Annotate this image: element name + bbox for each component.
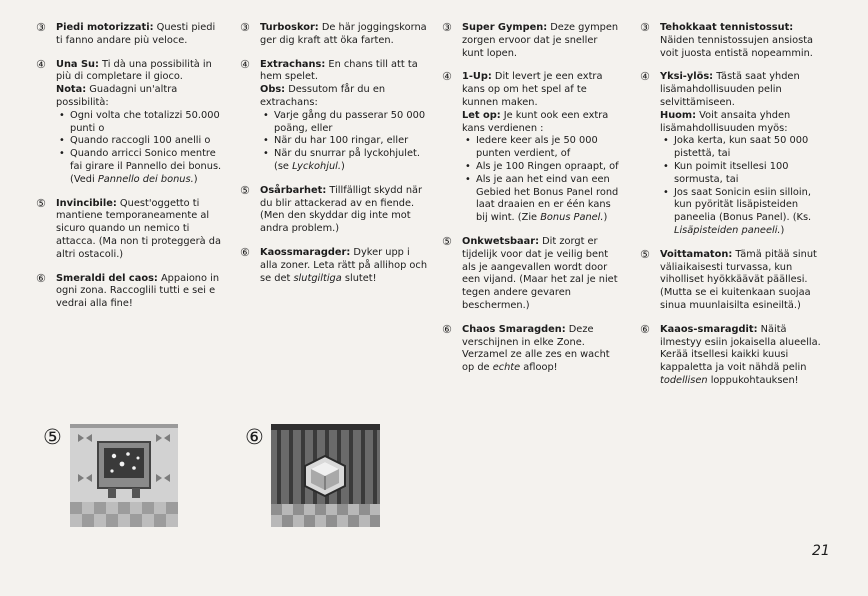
item-title: Voittamaton: (660, 248, 733, 260)
item-number: ⑥ (640, 322, 650, 336)
bullet-list (260, 110, 428, 174)
list-item: • När du har 100 ringar, eller (274, 135, 428, 148)
item-text: Näiden tennistossujen ansiosta voit juosta entistä nopeammin. (660, 34, 814, 59)
entry-1up-nl (442, 71, 622, 225)
entry-1up-it (36, 59, 224, 187)
emphasis: slutgiltiga (293, 272, 342, 284)
item-number: ⑤ (36, 196, 46, 210)
cross-reference: Pannello dei bonus. (97, 173, 194, 185)
bullet-list (56, 110, 224, 187)
item-text: En chans till att ta hem spelet. (260, 58, 418, 83)
entry-invincible-fi (640, 249, 824, 313)
item-title: Yksi-ylös: (660, 71, 714, 83)
list-item: • Als je 100 Ringen opraapt, of (476, 161, 622, 174)
bullet-list (462, 135, 622, 225)
note-label: Obs: (260, 84, 286, 96)
note-label: Nota: (56, 84, 87, 96)
item-title: Turboskor: (260, 22, 319, 33)
item-number: ⑤ (640, 247, 650, 261)
cross-reference: Bonus Panel. (540, 212, 604, 224)
item-title: Osårbarhet: (260, 184, 327, 196)
entry-invincible-sv (240, 185, 428, 236)
item-number: ⑥ (36, 271, 46, 285)
item-text: Dyker upp i alla zoner. Leta rätt på allihop och se det (260, 246, 428, 284)
item-text: Tästä saat yhden lisämahdollisuuden pelin selvittämiseen. (660, 71, 800, 108)
list-item: • Iedere keer als je 50 000 punten verdient, of (476, 135, 622, 161)
cross-reference: Lyckohjul. (292, 160, 342, 172)
item-number: ⑤ (442, 234, 452, 248)
note-text: Dessutom får du en extrachans: (260, 84, 386, 108)
item-number: ③ (640, 21, 650, 34)
item-number: ⑤ (240, 183, 250, 197)
item-number: ③ (240, 21, 250, 34)
item-text: Näitä ilmestyy esiin jokaisella alueella. Kerää itsellesi kaikki kuusi kappaletta ja voit nähdä pelin (660, 323, 821, 374)
item-text: Appaiono in ogni zona. Raccoglili tutti e sei e vedrai alla fine! (56, 272, 220, 310)
entry-power-sneakers-it (36, 22, 224, 48)
item-title: 1-Up: (462, 71, 492, 83)
figure-invincible-monitor (70, 424, 178, 527)
column-finnish (640, 22, 824, 399)
figure-label-5: ⑤ (43, 425, 62, 449)
cross-reference: Lisäpisteiden paneeli. (674, 224, 781, 236)
item-text: Dit zorgt er tijdelijk voor dat je veilig bent als je aangevallen wordt door een vijand. (Maar het zal je niet tegen andere gevaren beschermen.) (462, 235, 618, 311)
monitor-illustration (70, 424, 178, 527)
item-text: Tillfälligt skydd när du blir attackerad av en fiende. (Men den skyddar dig inte mot andra problem.) (260, 184, 423, 235)
list-item: • Jos saat Sonicin esiin silloin, kun pyörität lisäpisteiden paneelia (Bonus Panel). (Ks. Lisäpisteiden paneeli.) (674, 187, 824, 238)
item-title: Invincibile: (56, 197, 117, 209)
item-title: Tehokkaat tennistossut: (660, 22, 794, 33)
item-text: Dit levert je een extra kans op om het spel af te kunnen maken. (462, 71, 603, 108)
entry-chaos-emeralds-sv: ⑥ Kaossmaragder: Dyker upp i alla zoner. Leta rätt på allihop och se det slutgiltiga slutet! (240, 245, 428, 284)
entry-chaos-emeralds-nl: ⑥ Chaos Smaragden: Deze verschijnen in elke Zone. Verzamel ze alle zes en wacht op de echte afloop! (442, 322, 610, 374)
item-number: ⑥ (240, 245, 250, 259)
entry-invincible-it (36, 198, 224, 262)
item-number: ④ (640, 70, 650, 84)
item-text: Tämä pitää sinut väliaikaisesti turvassa, kun viholliset hyökkäävät päällesi. (Mutta se ei kuitenkaan suojaa sinua muunlaisilta esineiltä.) (660, 248, 817, 311)
item-title: Smeraldi del caos: (56, 272, 158, 284)
item-text: Deze gympen zorgen ervoor dat je sneller kunt lopen. (462, 22, 619, 59)
emerald-illustration (271, 424, 380, 527)
list-item: • Quando arricci Sonico mentre fai girare il Pannello dei bonus. (Vedi Pannello dei bonus.) (70, 148, 224, 186)
entry-power-sneakers-nl (442, 22, 622, 60)
item-title: Onkwetsbaar: (462, 235, 540, 247)
list-item: • Als je aan het eind van een Gebied het Bonus Panel rond laat draaien en er één kans bij wint. (Zie Bonus Panel.) (476, 174, 622, 225)
item-number: ⑥ (442, 322, 452, 336)
item-title: Kaossmaragder: (260, 246, 351, 258)
item-number: ④ (442, 70, 452, 84)
entry-power-sneakers-fi (640, 22, 824, 60)
note-text: Guadagni un'altra possibilità: (56, 84, 178, 108)
entry-1up-sv (240, 59, 428, 174)
note-label: Let op: (462, 109, 501, 121)
column-swedish (240, 22, 428, 296)
list-item: • Varje gång du passerar 50 000 poäng, eller (274, 110, 428, 136)
item-title: Chaos Smaragden: (462, 323, 566, 335)
item-text: De här joggingskorna ger dig kraft att öka farten. (260, 22, 427, 46)
column-dutch (442, 22, 622, 386)
item-text: Quest'oggetto ti mantiene temporaneamente al sicuro quando un nemico ti attacca. (Ma non ti proteggerà da altri ostacoli.) (56, 197, 222, 260)
item-text: Deze verschijnen in elke Zone. Verzamel ze alle zes en wacht op de (462, 323, 610, 374)
page-number: 21 (812, 543, 830, 559)
emphasis: echte (492, 362, 521, 374)
item-text: Questi piedi ti fanno andare più veloce. (56, 22, 216, 46)
figure-chaos-emerald (271, 424, 380, 527)
item-number: ③ (442, 21, 452, 34)
note-text: Je kunt ook een extra kans verdienen : (462, 109, 609, 134)
figure-label-6: ⑥ (245, 425, 264, 449)
column-italian (36, 22, 224, 322)
item-number: ③ (36, 21, 46, 34)
entry-power-sneakers-sv (240, 22, 428, 48)
list-item: • Ogni volta che totalizzi 50.000 punti o (70, 110, 224, 136)
item-number: ④ (36, 57, 46, 71)
note-text: Voit ansaita yhden lisämahdollisuuden myös: (660, 109, 791, 134)
list-item: • Kun poimit itsellesi 100 sormusta, tai (674, 161, 824, 187)
item-title: Piedi motorizzati: (56, 22, 154, 33)
emphasis: todellisen (660, 374, 708, 386)
item-title: Kaaos-smaragdit: (660, 323, 758, 335)
list-item: • Quando raccogli 100 anelli o (70, 135, 224, 148)
item-title: Super Gympen: (462, 22, 548, 33)
list-item: • Joka kerta, kun saat 50 000 pistettä, tai (674, 135, 824, 161)
item-title: Extrachans: (260, 58, 326, 70)
entry-1up-fi (640, 71, 824, 237)
entry-chaos-emeralds-fi: ⑥ Kaaos-smaragdit: Näitä ilmestyy esiin jokaisella alueella. Kerää itsellesi kaikki kuusi kappaletta ja voit nähdä pelin todellisen loppukohtauksen! (640, 322, 821, 386)
item-title: Una Su: (56, 58, 99, 70)
entry-chaos-emeralds-it (36, 273, 224, 311)
entry-invincible-nl (442, 236, 622, 313)
item-number: ④ (240, 57, 250, 71)
item-text: Ti dà una possibilità in più di completare il gioco. (56, 58, 212, 83)
note-label: Huom: (660, 109, 697, 121)
bullet-list (660, 135, 824, 237)
list-item: • När du snurrar på lyckohjulet. (se Lyckohjul.) (274, 148, 428, 174)
